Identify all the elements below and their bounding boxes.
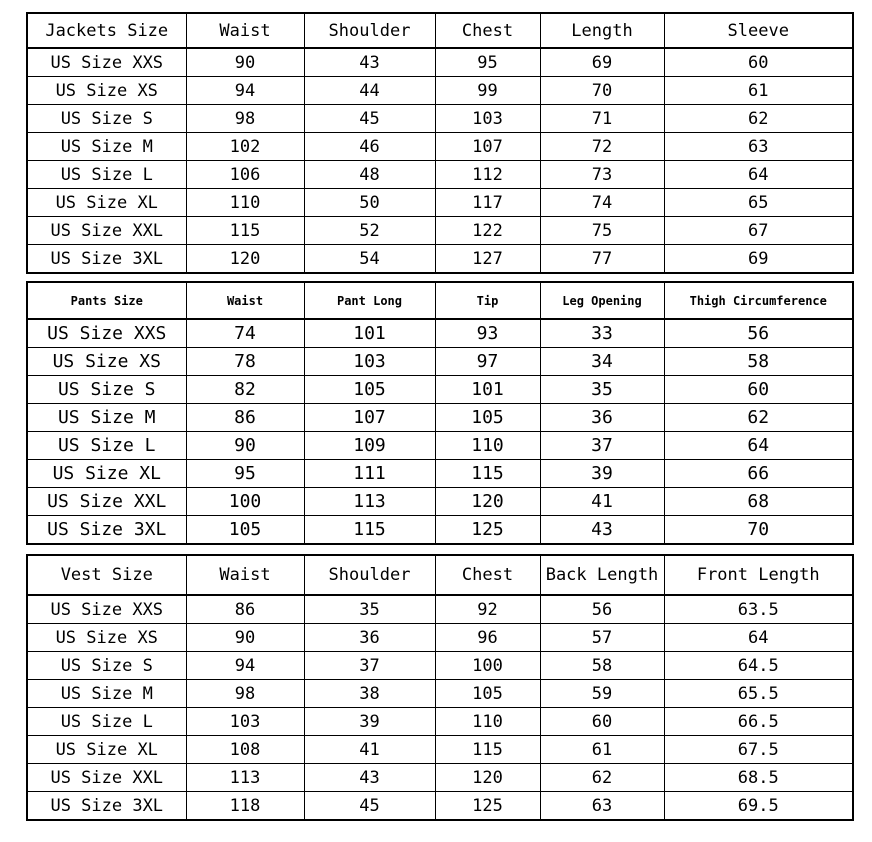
measurement-cell: 86	[186, 595, 304, 624]
size-label-cell: US Size M	[27, 133, 186, 161]
measurement-cell: 69	[664, 245, 853, 274]
pants-column-header: Waist	[186, 282, 304, 319]
measurement-cell: 98	[186, 680, 304, 708]
table-row	[27, 652, 853, 680]
pants-column-header: Leg Opening	[540, 282, 664, 319]
measurement-cell: 41	[304, 736, 435, 764]
vest-column-header: Shoulder	[304, 555, 435, 595]
measurement-cell: 64	[664, 624, 853, 652]
measurement-cell: 43	[304, 764, 435, 792]
measurement-cell: 37	[540, 432, 664, 460]
measurement-cell: 59	[540, 680, 664, 708]
measurement-cell: 118	[186, 792, 304, 821]
measurement-cell: 99	[435, 77, 540, 105]
measurement-cell: 46	[304, 133, 435, 161]
measurement-cell: 73	[540, 161, 664, 189]
measurement-cell: 36	[304, 624, 435, 652]
jackets-header-row	[27, 13, 853, 48]
measurement-cell: 57	[540, 624, 664, 652]
measurement-cell: 110	[435, 432, 540, 460]
measurement-cell: 69	[540, 48, 664, 77]
measurement-cell: 43	[540, 516, 664, 545]
measurement-cell: 71	[540, 105, 664, 133]
size-label-cell: US Size XXS	[27, 595, 186, 624]
measurement-cell: 107	[304, 404, 435, 432]
measurement-cell: 120	[435, 488, 540, 516]
size-label-cell: US Size XXL	[27, 217, 186, 245]
measurement-cell: 113	[186, 764, 304, 792]
size-label-cell: US Size XXL	[27, 488, 186, 516]
measurement-cell: 61	[664, 77, 853, 105]
measurement-cell: 36	[540, 404, 664, 432]
table-row	[27, 245, 853, 274]
measurement-cell: 52	[304, 217, 435, 245]
table-row	[27, 217, 853, 245]
measurement-cell: 103	[435, 105, 540, 133]
measurement-cell: 60	[664, 48, 853, 77]
measurement-cell: 78	[186, 348, 304, 376]
measurement-cell: 105	[435, 680, 540, 708]
measurement-cell: 60	[664, 376, 853, 404]
measurement-cell: 77	[540, 245, 664, 274]
measurement-cell: 67	[664, 217, 853, 245]
measurement-cell: 65	[664, 189, 853, 217]
measurement-cell: 122	[435, 217, 540, 245]
measurement-cell: 56	[664, 319, 853, 348]
measurement-cell: 61	[540, 736, 664, 764]
measurement-cell: 35	[540, 376, 664, 404]
measurement-cell: 54	[304, 245, 435, 274]
pants-column-header: Thigh Circumference	[664, 282, 853, 319]
measurement-cell: 63.5	[664, 595, 853, 624]
measurement-cell: 120	[435, 764, 540, 792]
measurement-cell: 56	[540, 595, 664, 624]
measurement-cell: 74	[540, 189, 664, 217]
measurement-cell: 109	[304, 432, 435, 460]
table-row	[27, 404, 853, 432]
measurement-cell: 115	[304, 516, 435, 545]
measurement-cell: 100	[435, 652, 540, 680]
jackets-column-header: Length	[540, 13, 664, 48]
size-label-cell: US Size L	[27, 432, 186, 460]
measurement-cell: 82	[186, 376, 304, 404]
jackets-column-header: Sleeve	[664, 13, 853, 48]
size-label-cell: US Size S	[27, 376, 186, 404]
measurement-cell: 45	[304, 792, 435, 821]
pants-table-header	[27, 282, 853, 319]
measurement-cell: 120	[186, 245, 304, 274]
measurement-cell: 66.5	[664, 708, 853, 736]
table-row	[27, 764, 853, 792]
measurement-cell: 33	[540, 319, 664, 348]
measurement-cell: 95	[186, 460, 304, 488]
measurement-cell: 90	[186, 624, 304, 652]
pants-size-table	[26, 281, 854, 545]
measurement-cell: 44	[304, 77, 435, 105]
measurement-cell: 101	[435, 376, 540, 404]
measurement-cell: 62	[540, 764, 664, 792]
vest-size-table	[26, 554, 854, 821]
table-row	[27, 792, 853, 821]
table-row	[27, 516, 853, 545]
measurement-cell: 112	[435, 161, 540, 189]
measurement-cell: 106	[186, 161, 304, 189]
measurement-cell: 125	[435, 516, 540, 545]
measurement-cell: 90	[186, 432, 304, 460]
jackets-column-header: Shoulder	[304, 13, 435, 48]
measurement-cell: 64	[664, 432, 853, 460]
measurement-cell: 70	[664, 516, 853, 545]
size-label-cell: US Size XL	[27, 460, 186, 488]
measurement-cell: 105	[435, 404, 540, 432]
jackets-table-body	[27, 48, 853, 273]
measurement-cell: 70	[540, 77, 664, 105]
measurement-cell: 113	[304, 488, 435, 516]
measurement-cell: 110	[186, 189, 304, 217]
measurement-cell: 39	[540, 460, 664, 488]
pants-column-header: Pant Long	[304, 282, 435, 319]
measurement-cell: 115	[435, 460, 540, 488]
size-label-cell: US Size 3XL	[27, 245, 186, 274]
measurement-cell: 67.5	[664, 736, 853, 764]
measurement-cell: 100	[186, 488, 304, 516]
vest-table-body	[27, 595, 853, 820]
measurement-cell: 102	[186, 133, 304, 161]
measurement-cell: 105	[186, 516, 304, 545]
size-label-cell: US Size S	[27, 652, 186, 680]
table-row	[27, 161, 853, 189]
size-label-cell: US Size XS	[27, 77, 186, 105]
measurement-cell: 86	[186, 404, 304, 432]
size-label-cell: US Size XXL	[27, 764, 186, 792]
measurement-cell: 69.5	[664, 792, 853, 821]
size-label-cell: US Size 3XL	[27, 516, 186, 545]
measurement-cell: 72	[540, 133, 664, 161]
table-row	[27, 133, 853, 161]
measurement-cell: 34	[540, 348, 664, 376]
measurement-cell: 101	[304, 319, 435, 348]
size-label-cell: US Size XXS	[27, 319, 186, 348]
pants-column-header: Pants Size	[27, 282, 186, 319]
pants-header-row	[27, 282, 853, 319]
vest-column-header: Back Length	[540, 555, 664, 595]
measurement-cell: 115	[186, 217, 304, 245]
measurement-cell: 105	[304, 376, 435, 404]
table-row	[27, 595, 853, 624]
size-label-cell: US Size L	[27, 708, 186, 736]
measurement-cell: 66	[664, 460, 853, 488]
measurement-cell: 48	[304, 161, 435, 189]
measurement-cell: 107	[435, 133, 540, 161]
measurement-cell: 37	[304, 652, 435, 680]
size-label-cell: US Size XS	[27, 348, 186, 376]
measurement-cell: 97	[435, 348, 540, 376]
size-label-cell: US Size XL	[27, 189, 186, 217]
measurement-cell: 127	[435, 245, 540, 274]
measurement-cell: 60	[540, 708, 664, 736]
measurement-cell: 45	[304, 105, 435, 133]
vest-header-row	[27, 555, 853, 595]
jackets-column-header: Chest	[435, 13, 540, 48]
measurement-cell: 62	[664, 105, 853, 133]
table-row	[27, 319, 853, 348]
measurement-cell: 92	[435, 595, 540, 624]
measurement-cell: 115	[435, 736, 540, 764]
table-row	[27, 432, 853, 460]
measurement-cell: 58	[540, 652, 664, 680]
measurement-cell: 75	[540, 217, 664, 245]
size-label-cell: US Size 3XL	[27, 792, 186, 821]
measurement-cell: 65.5	[664, 680, 853, 708]
table-row	[27, 189, 853, 217]
size-label-cell: US Size XXS	[27, 48, 186, 77]
measurement-cell: 125	[435, 792, 540, 821]
measurement-cell: 68.5	[664, 764, 853, 792]
measurement-cell: 93	[435, 319, 540, 348]
pants-table-body	[27, 319, 853, 544]
measurement-cell: 64	[664, 161, 853, 189]
measurement-cell: 98	[186, 105, 304, 133]
measurement-cell: 74	[186, 319, 304, 348]
table-row	[27, 680, 853, 708]
measurement-cell: 35	[304, 595, 435, 624]
measurement-cell: 108	[186, 736, 304, 764]
measurement-cell: 94	[186, 652, 304, 680]
vest-column-header: Front Length	[664, 555, 853, 595]
jackets-column-header: Jackets Size	[27, 13, 186, 48]
table-row	[27, 736, 853, 764]
measurement-cell: 38	[304, 680, 435, 708]
measurement-cell: 43	[304, 48, 435, 77]
measurement-cell: 58	[664, 348, 853, 376]
vest-column-header: Waist	[186, 555, 304, 595]
size-label-cell: US Size L	[27, 161, 186, 189]
measurement-cell: 96	[435, 624, 540, 652]
measurement-cell: 63	[540, 792, 664, 821]
table-row	[27, 624, 853, 652]
table-row	[27, 708, 853, 736]
size-label-cell: US Size S	[27, 105, 186, 133]
vest-table-header	[27, 555, 853, 595]
measurement-cell: 117	[435, 189, 540, 217]
measurement-cell: 62	[664, 404, 853, 432]
measurement-cell: 94	[186, 77, 304, 105]
measurement-cell: 50	[304, 189, 435, 217]
measurement-cell: 41	[540, 488, 664, 516]
measurement-cell: 90	[186, 48, 304, 77]
measurement-cell: 68	[664, 488, 853, 516]
measurement-cell: 103	[186, 708, 304, 736]
measurement-cell: 103	[304, 348, 435, 376]
jackets-column-header: Waist	[186, 13, 304, 48]
measurement-cell: 39	[304, 708, 435, 736]
measurement-cell: 63	[664, 133, 853, 161]
jackets-table-header	[27, 13, 853, 48]
jackets-size-table	[26, 12, 854, 274]
size-label-cell: US Size XS	[27, 624, 186, 652]
vest-column-header: Vest Size	[27, 555, 186, 595]
table-row	[27, 376, 853, 404]
size-label-cell: US Size XL	[27, 736, 186, 764]
table-row	[27, 105, 853, 133]
table-row	[27, 460, 853, 488]
pants-column-header: Tip	[435, 282, 540, 319]
measurement-cell: 110	[435, 708, 540, 736]
measurement-cell: 64.5	[664, 652, 853, 680]
table-row	[27, 488, 853, 516]
table-row	[27, 77, 853, 105]
table-row	[27, 348, 853, 376]
measurement-cell: 111	[304, 460, 435, 488]
table-row	[27, 48, 853, 77]
measurement-cell: 95	[435, 48, 540, 77]
size-label-cell: US Size M	[27, 404, 186, 432]
size-label-cell: US Size M	[27, 680, 186, 708]
vest-column-header: Chest	[435, 555, 540, 595]
